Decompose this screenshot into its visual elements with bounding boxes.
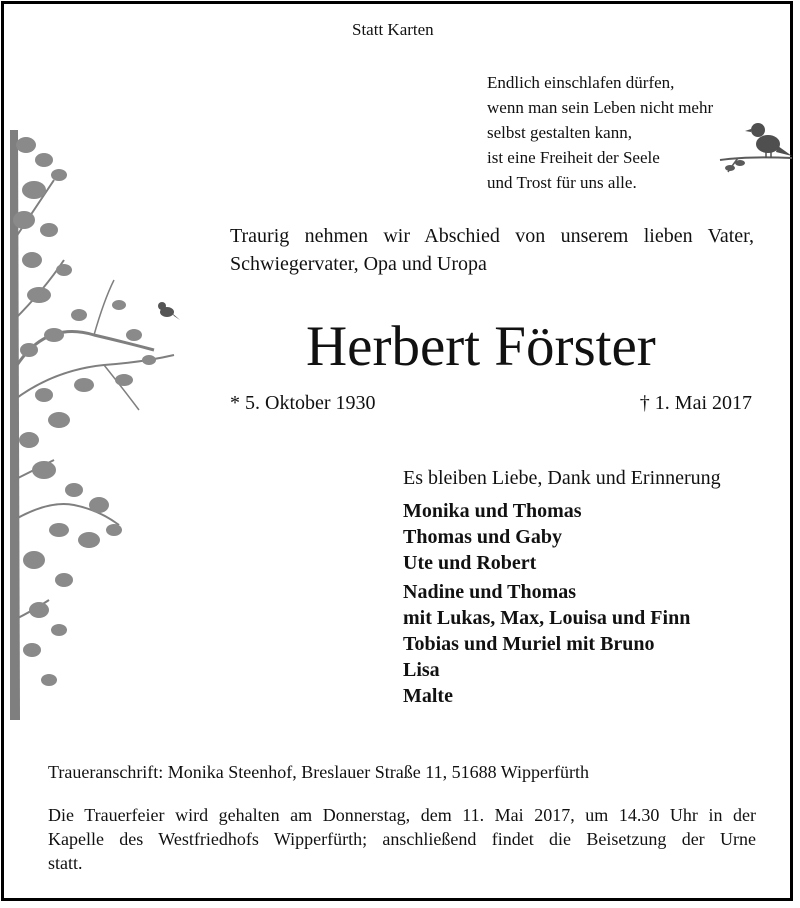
- mourner-entry: Ute und Robert: [403, 552, 537, 574]
- ceremony-info: [48, 803, 756, 875]
- poem: [487, 70, 713, 195]
- ceremony-line: Die Trauerfeier wird gehalten am Donnerstag, dem 11. Mai 2017, um 14.30 Uhr in der: [48, 805, 756, 825]
- poem-line: selbst gestalten kann,: [487, 123, 632, 142]
- mourners-group-1: [403, 498, 582, 576]
- deceased-name: Herbert Förster: [306, 315, 656, 378]
- mourner-entry: Thomas und Gaby: [403, 526, 562, 548]
- mourner-entry: Monika und Thomas: [403, 500, 582, 522]
- mourners-group-2: [403, 579, 690, 709]
- intro-line: Schwiegervater, Opa und Uropa: [230, 253, 487, 275]
- birth-date: * 5. Oktober 1930: [230, 392, 376, 414]
- poem-line: Endlich einschlafen dürfen,: [487, 73, 675, 92]
- ceremony-line: statt.: [48, 853, 83, 873]
- poem-line: wenn man sein Leben nicht mehr: [487, 98, 714, 117]
- poem-line: und Trost für uns alle.: [487, 173, 637, 192]
- poem-line: ist eine Freiheit der Seele: [487, 148, 660, 167]
- mourner-entry: mit Lukas, Max, Louisa und Finn: [403, 607, 691, 629]
- header-title: Statt Karten: [352, 20, 434, 39]
- ceremony-line: Kapelle des Westfriedhofs Wipperfürth; anschließend findet die Beisetzung der Urne: [48, 829, 756, 849]
- mourner-entry: Tobias und Muriel mit Bruno: [403, 633, 655, 655]
- mourner-entry: Nadine und Thomas: [403, 581, 577, 603]
- mourner-entry: Malte: [403, 685, 453, 707]
- tree-illustration: [4, 120, 184, 720]
- mourner-entry: Lisa: [403, 659, 440, 681]
- death-date: † 1. Mai 2017: [639, 392, 752, 414]
- mourning-address: Traueranschrift: Monika Steenhof, Breslauer Straße 11, 51688 Wipperfürth: [48, 762, 589, 782]
- intro-text: [230, 222, 754, 278]
- intro-line: Traurig nehmen wir Abschied von unserem lieben Vater,: [230, 225, 754, 247]
- mourners-heading: Es bleiben Liebe, Dank und Erinnerung: [403, 467, 721, 489]
- bird-on-branch-icon: [718, 116, 794, 176]
